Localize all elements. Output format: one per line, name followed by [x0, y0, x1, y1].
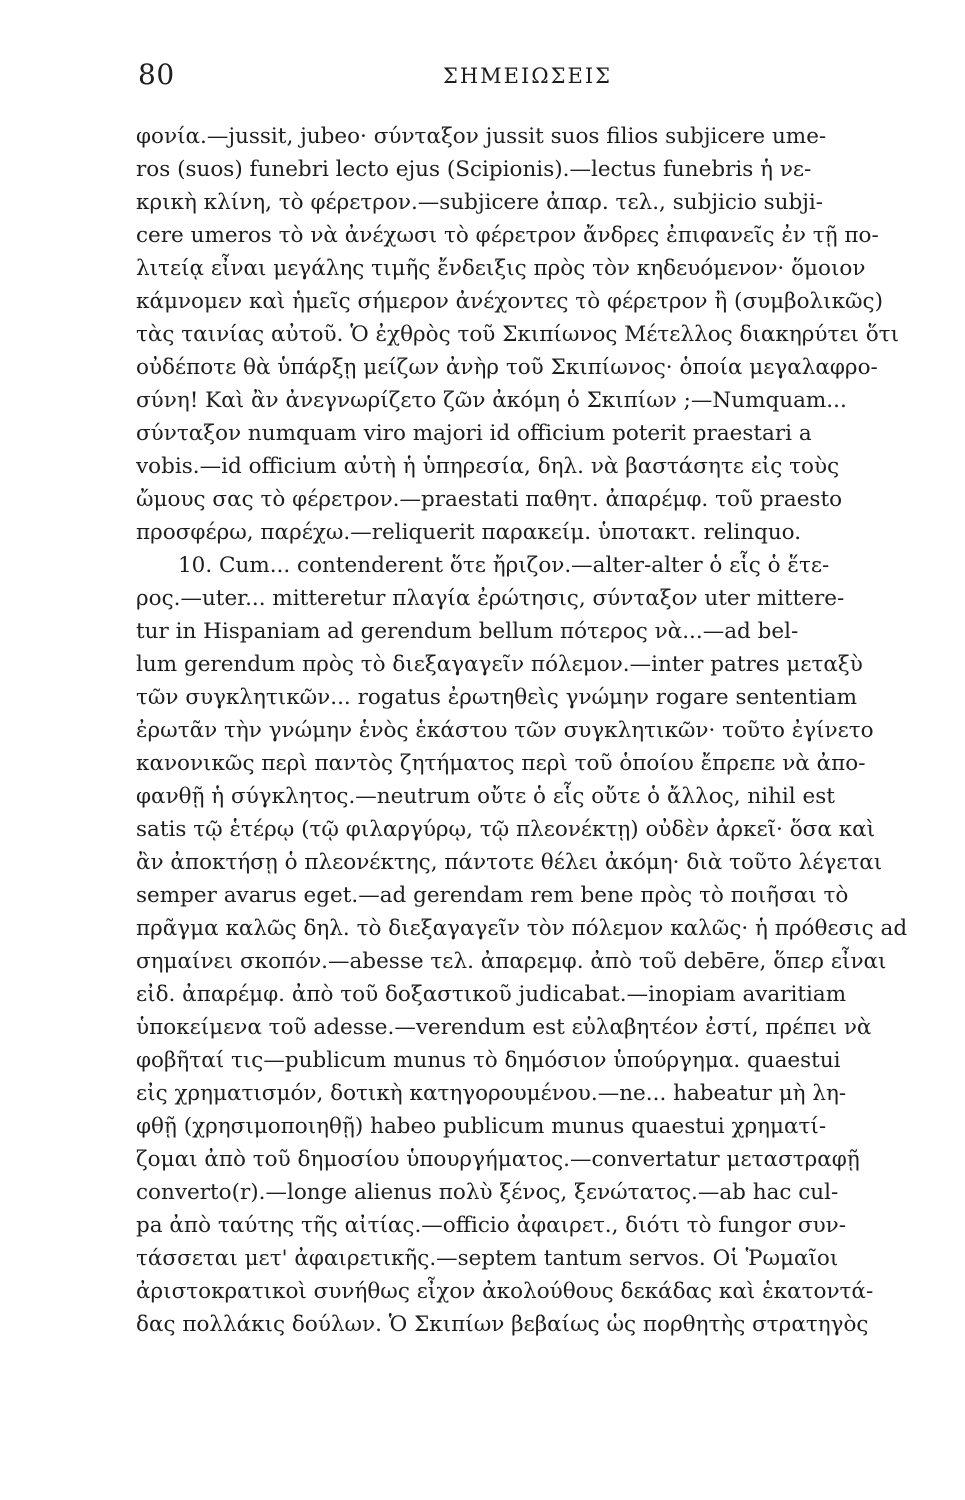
text-line: λιτείᾳ εἶναι μεγάλης τιμῆς ἔνδειξις πρὸς τὸν κηδευόμενον· ὅμοιον	[136, 256, 866, 281]
text-line: ζομαι ἀπὸ τοῦ δημοσίου ὑπουργήματος.—convertatur μεταστραφῇ	[136, 1147, 860, 1172]
running-title: ΣΗΜΕΙΩΣΕΙΣ	[442, 64, 613, 88]
text-line: tur in Hispaniam ad gerendum bellum πότερος νὰ...—ad bel-	[136, 619, 799, 644]
text-line: φοβῆταί τις—publicum munus τὸ δημόσιον ὑπούργημα. quaestui	[136, 1048, 841, 1073]
body-text	[136, 120, 948, 1341]
text-line: lum gerendum πρὸς τὸ διεξαγαγεῖν πόλεμον.—inter patres μεταξὺ	[136, 652, 863, 677]
text-line: ρος.—uter... mitteretur πλαγία ἐρώτησις, σύνταξον uter mittere-	[136, 586, 845, 611]
text-line: σύνταξον numquam viro majori id officium poterit praestari a	[136, 421, 812, 446]
text-line: προσφέρω, παρέχω.—reliquerit παρακείμ. ὑποτακτ. relinquo.	[136, 520, 802, 545]
text-line: δας πολλάκις δούλων. Ὁ Σκιπίων βεβαίως ὡς πορθητὴς στρατηγὸς	[136, 1312, 869, 1337]
text-line: pa ἀπὸ ταύτης τῆς αἰτίας.—officio ἀφαιρετ., διότι τὸ fungor συν-	[136, 1213, 846, 1238]
text-line: σημαίνει σκοπόν.—abesse τελ. ἀπαρεμφ. ἀπὸ τοῦ debēre, ὅπερ εἶναι	[136, 949, 887, 974]
text-line: φανθῇ ἡ σύγκλητος.—neutrum οὔτε ὁ εἷς οὔτε ὁ ἄλλος, nihil est	[136, 784, 835, 809]
text-line: τάσσεται μετ' ἀφαιρετικῆς.—septem tantum servos. Οἱ Ῥωμαῖοι	[136, 1246, 839, 1271]
text-line: σύνη! Καὶ ἂν ἀνεγνωρίζετο ζῶν ἀκόμη ὁ Σκιπίων ;—Numquam...	[136, 388, 847, 413]
text-line: κανονικῶς περὶ παντὸς ζητήματος περὶ τοῦ ὁποίου ἔπρεπε νὰ ἀπο-	[136, 751, 866, 776]
page-number: 80	[138, 58, 175, 91]
text-line: εἰς χρηματισμόν, δοτικὴ κατηγορουμένου.—ne... habeatur μὴ λη-	[136, 1081, 847, 1106]
text-line: τῶν συγκλητικῶν... rogatus ἐρωτηθεὶς γνώμην rogare sententiam	[136, 685, 857, 710]
text-line: cere umeros τὸ νὰ ἀνέχωσι τὸ φέρετρον ἄνδρες ἐπιφανεῖς ἐν τῇ πο-	[136, 223, 879, 248]
text-line: εἰδ. ἀπαρέμφ. ἀπὸ τοῦ δοξαστικοῦ judicabat.—inopiam avaritiam	[136, 982, 847, 1007]
text-line: φονία.—jussit, jubeo· σύνταξον jussit suos filios subjicere ume-	[136, 124, 827, 149]
text-line: ἐρωτᾶν τὴν γνώμην ἑνὸς ἑκάστου τῶν συγκλητικῶν· τοῦτο ἐγίνετο	[136, 718, 874, 743]
text-line: ἀριστοκρατικοὶ συνήθως εἶχον ἀκολούθους δεκάδας καὶ ἑκατοντά-	[136, 1279, 874, 1304]
text-line: ὤμους σας τὸ φέρετρον.—praestati παθητ. ἀπαρέμφ. τοῦ praesto	[136, 487, 843, 512]
text-line: τὰς ταινίας αὐτοῦ. Ὁ ἐχθρὸς τοῦ Σκιπίωνος Μέτελλος διακηρύτει ὅτι	[136, 322, 900, 347]
text-line: οὐδέποτε θὰ ὑπάρξῃ μείζων ἀνὴρ τοῦ Σκιπίωνος· ὁποία μεγαλαφρο-	[136, 355, 878, 380]
text-line: κάμνομεν καὶ ἡμεῖς σήμερον ἀνέχοντες τὸ φέρετρον ἢ (συμβολικῶς)	[136, 289, 883, 314]
text-line: ros (suos) funebri lecto ejus (Scipionis).—lectus funebris ἡ νε-	[136, 157, 812, 182]
text-line: πρᾶγμα καλῶς δηλ. τὸ διεξαγαγεῖν τὸν πόλεμον καλῶς· ἡ πρόθεσις ad	[136, 916, 908, 941]
text-line: converto(r).—longe alienus πολὺ ξένος, ξενώτατος.—ab hac cul-	[136, 1180, 839, 1205]
text-line: vobis.—id officium αὐτὴ ἡ ὑπηρεσία, δηλ. νὰ βαστάσητε εἰς τοὺς	[136, 454, 840, 479]
text-line: semper avarus eget.—ad gerendam rem bene πρὸς τὸ ποιῆσαι τὸ	[136, 883, 849, 908]
text-line: κρικὴ κλίνη, τὸ φέρετρον.—subjicere ἀπαρ. τελ., subjicio subji-	[136, 190, 824, 215]
paragraph-start-line: 10. Cum... contenderent ὅτε ἤριζον.—alter-alter ὁ εἷς ὁ ἕτε-	[178, 553, 830, 578]
text-line: ἂν ἀποκτήσῃ ὁ πλεονέκτης, πάντοτε θέλει ἀκόμη· διὰ τοῦτο λέγεται	[136, 850, 883, 875]
text-line: ὑποκείμενα τοῦ adesse.—verendum est εὐλαβητέον ἐστί, πρέπει νὰ	[136, 1015, 872, 1040]
text-line: satis τῷ ἑτέρῳ (τῷ φιλαργύρῳ, τῷ πλεονέκτῃ) οὐδὲν ἀρκεῖ· ὅσα καὶ	[136, 817, 876, 842]
text-line: φθῇ (χρησιμοποιηθῇ) habeo publicum munus quaestui χρηματί-	[136, 1114, 827, 1139]
